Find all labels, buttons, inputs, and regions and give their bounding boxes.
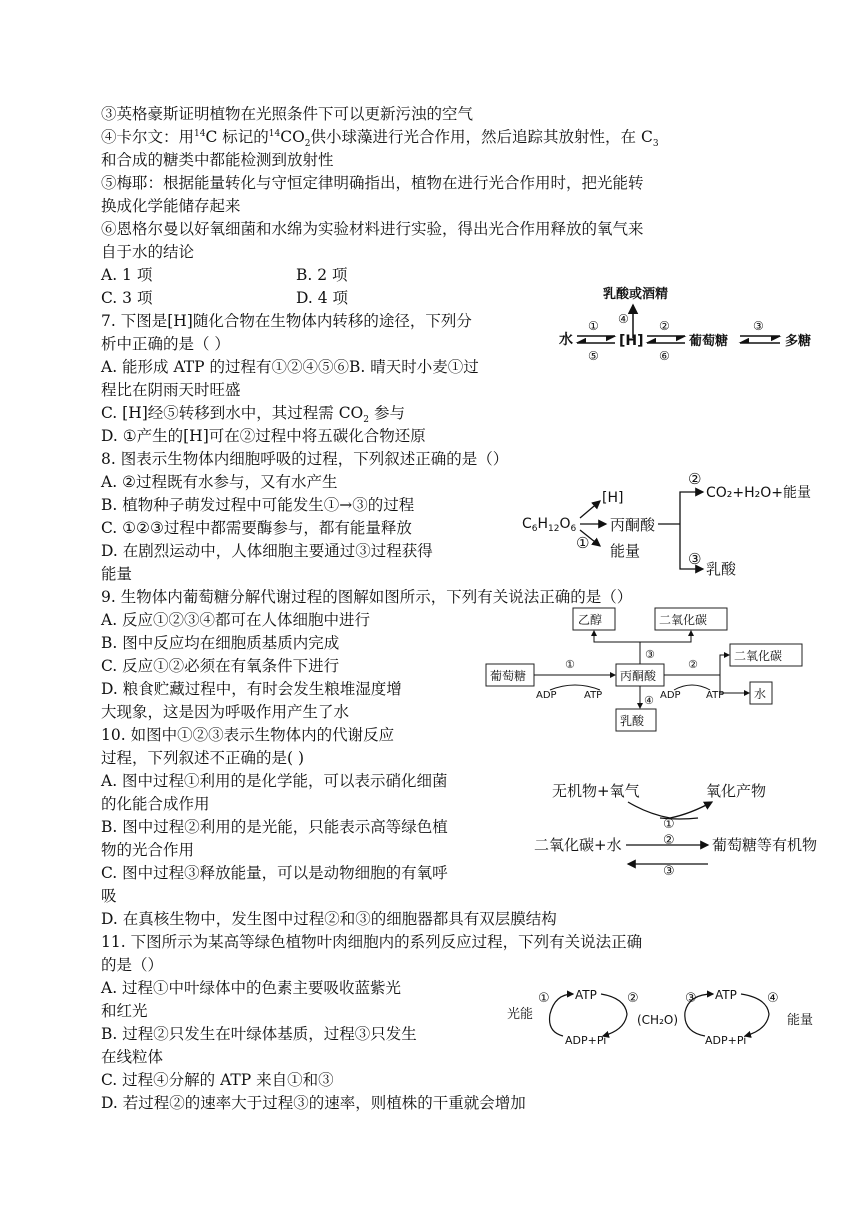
fig7-h: [H] [619,333,644,349]
fig11-atp-2: ATP [715,988,737,1002]
text-line: ③英格豪斯证明植物在光照条件下可以更新污浊的空气 [101,105,474,123]
fig11-energy: 能量 [787,1013,814,1028]
option-b: B. 过程②只发生在叶绿体基质，过程③只发生 [101,1025,417,1043]
fig8-h12: 12 [548,524,560,534]
option-c: C. 反应①②必须在有氧条件下进行 [101,657,340,675]
fig9-lactic: 乳酸 [620,714,645,728]
text-line: ⑥恩格尔曼以好氧细菌和水绵为实验材料进行实验，得出光合作用释放的氧气来 [101,220,644,238]
superscript: 14 [268,128,281,139]
fig11-num-3: ③ [685,991,697,1006]
question-9: 9. 生物体内葡萄糖分解代谢过程的图解如图所示，下列有关说法正确的是（） [101,588,633,606]
fig9-num-3: ③ [645,648,655,661]
fig8-lactic: 乳酸 [706,560,737,578]
fig8-num-3: ③ [688,550,702,568]
option-d: D. 在真核生物中，发生图中过程②和③的细胞器都具有双层膜结构 [101,910,557,928]
fig11-adp-1: ADP+Pi [565,1034,607,1047]
fig11-ch2o: (CH₂O) [637,1013,679,1027]
option-b: B. 图中反应均在细胞质基质内完成 [101,634,340,652]
fig7-num-3: ③ [753,319,764,333]
option-b: B. 植物种子萌发过程中可能发生①→③的过程 [101,496,415,514]
fig11-num-1: ① [538,991,550,1006]
option-d: D. 若过程②的速率大于过程③的速率，则植株的干重就会增加 [101,1094,526,1112]
option-c: C. 图中过程③释放能量，可以是动物细胞的有氧呼 [101,864,448,882]
fig8-glucose [522,516,577,534]
fig9-water: 水 [754,687,767,701]
fig11-num-4: ④ [767,991,779,1006]
fig7-poly: 多糖 [785,334,812,349]
fig10-inorganic: 无机物+氧气 [552,782,640,800]
figure-7-diagram [555,278,840,373]
fig8-energy: 能量 [610,542,641,560]
fig11-adp-2: ADP+Pi [705,1034,747,1047]
text-span: ④卡尔文：用 [101,128,195,146]
superscript: 14 [194,128,206,139]
text-line: 的是（） [101,956,164,974]
fig8-c: C [522,516,532,532]
text-line: 程比在阴雨天时旺盛 [101,381,241,399]
fig7-num-4: ④ [618,312,629,326]
option-d: D. 4 项 [296,289,349,307]
fig10-glucose: 葡萄糖等有机物 [712,836,818,854]
option-b: B. 图中过程②利用的是光能，只能表示高等绿色植 [101,818,448,836]
fig8-o6: 6 [570,524,577,534]
option-a: A. 1 项 [101,266,153,284]
option-a: A. ②过程既有水参与，又有水产生 [101,473,338,491]
fig9-pyruvate: 丙酮酸 [620,669,657,683]
figure-11-diagram [505,984,825,1054]
fig9-ethanol: 乙醇 [578,613,603,627]
fig9-adp-2: ADP [660,690,681,701]
option-d: D. ①产生的[H]可在②过程中将五碳化合物还原 [101,427,426,445]
option-c: C. ①②③过程中都需要酶参与，都有能量释放 [101,519,412,537]
fig8-c6: 6 [531,524,538,534]
fig7-num-5: ⑤ [588,349,599,363]
fig11-light: 光能 [507,1007,534,1022]
fig8-h: H [537,516,549,532]
fig10-num-2: ② [663,833,675,848]
fig9-num-2: ② [688,658,698,671]
fig8-pyruvate: 丙酮酸 [610,516,656,534]
fig9-num-4: ④ [644,694,654,707]
fig9-co2-right: 二氧化碳 [734,649,783,663]
subscript: 3 [652,139,659,150]
subscript: 2 [363,415,370,426]
option-a: A. 反应①②③④都可在人体细胞中进行 [101,611,371,629]
fig7-num-1: ① [588,319,599,333]
fig7-top-label: 乳酸或酒精 [603,287,669,302]
option-c [101,403,405,426]
question-7: 7. 下图是[H]随化合物在生物体内转移的途径，下列分 [101,312,472,330]
option-c: C. 3 项 [101,289,153,307]
text-line: 能量 [101,565,133,583]
text-span: C 标记的 [205,128,269,146]
fig9-atp-2: ATP [706,690,725,701]
fig11-atp-1: ATP [575,988,597,1002]
fig10-co2-water: 二氧化碳+水 [534,836,622,854]
fig9-adp-1: ADP [536,690,557,701]
fig9-co2-top: 二氧化碳 [659,613,708,627]
option-d: D. 粮食贮藏过程中，有时会发生粮堆湿度增 [101,680,402,698]
text-span: CO [280,128,305,146]
fig7-num-6: ⑥ [659,349,670,363]
figure-9-diagram [480,604,840,736]
option-c: C. 过程④分解的 ATP 来自①和③ [101,1071,334,1089]
fig9-atp-1: ATP [584,690,603,701]
text-line: 换成化学能储存起来 [101,197,241,215]
fig11-num-2: ② [627,991,639,1006]
question-8: 8. 图表示生物体内细胞呼吸的过程，下列叙述正确的是（） [101,450,509,468]
text-line: 自于水的结论 [101,243,195,261]
option-a: A. 能形成 ATP 的过程有①②④⑤⑥B. 晴天时小麦①过 [101,358,479,376]
text-span: 供小球藻进行光合作用，然后追踪其放射性，在 C [310,128,653,146]
fig8-h-bracket: [H] [602,490,624,506]
text-line: 过程，下列叙述不正确的是( ) [101,749,305,767]
text-line: 在线粒体 [101,1048,164,1066]
text-line: 和合成的糖类中都能检测到放射性 [101,151,334,169]
fig10-oxidation: 氧化产物 [706,782,767,800]
fig7-water: 水 [559,332,573,348]
fig9-num-1: ① [565,658,575,671]
fig7-glucose: 葡萄糖 [689,334,729,349]
text-line: 吸 [101,887,117,905]
fig9-glucose: 葡萄糖 [490,669,527,683]
option-a: A. 图中过程①利用的是化学能，可以表示硝化细菌 [101,772,448,790]
question-10: 10. 如图中①②③表示生物体内的代谢反应 [101,726,395,744]
text-line: 的化能合成作用 [101,795,210,813]
option-a: A. 过程①中叶绿体中的色素主要吸收蓝紫光 [101,979,402,997]
text-line: ⑤梅耶：根据能量转化与守恒定律明确指出，植物在进行光合作用时，把光能转 [101,174,644,192]
text-line: 析中正确的是（ ） [101,335,230,353]
fig10-num-1: ① [663,817,675,832]
fig7-num-2: ② [659,319,670,333]
question-11: 11. 下图所示为某高等绿色植物叶肉细胞内的系列反应过程，下列有关说法正确 [101,933,643,951]
fig10-num-3: ③ [663,864,675,877]
text-line [101,127,659,150]
fig8-num-2: ② [688,470,702,488]
subscript: 2 [304,139,311,150]
fig8-product: CO₂+H₂O+能量 [706,485,812,501]
figure-8-diagram [518,466,838,586]
text-span: C. [H]经⑤转移到水中，其过程需 CO [101,404,364,422]
fig8-o: O [559,516,571,532]
option-b: B. 2 项 [296,266,348,284]
figure-10-diagram [530,772,835,877]
option-d: D. 在剧烈运动中，人体细胞主要通过③过程获得 [101,542,433,560]
fig8-num-1: ① [576,534,590,552]
text-line: 大现象，这是因为呼吸作用产生了水 [101,703,350,721]
text-span: 参与 [369,404,405,422]
text-line: 和红光 [101,1002,148,1020]
text-line: 物的光合作用 [101,841,195,859]
